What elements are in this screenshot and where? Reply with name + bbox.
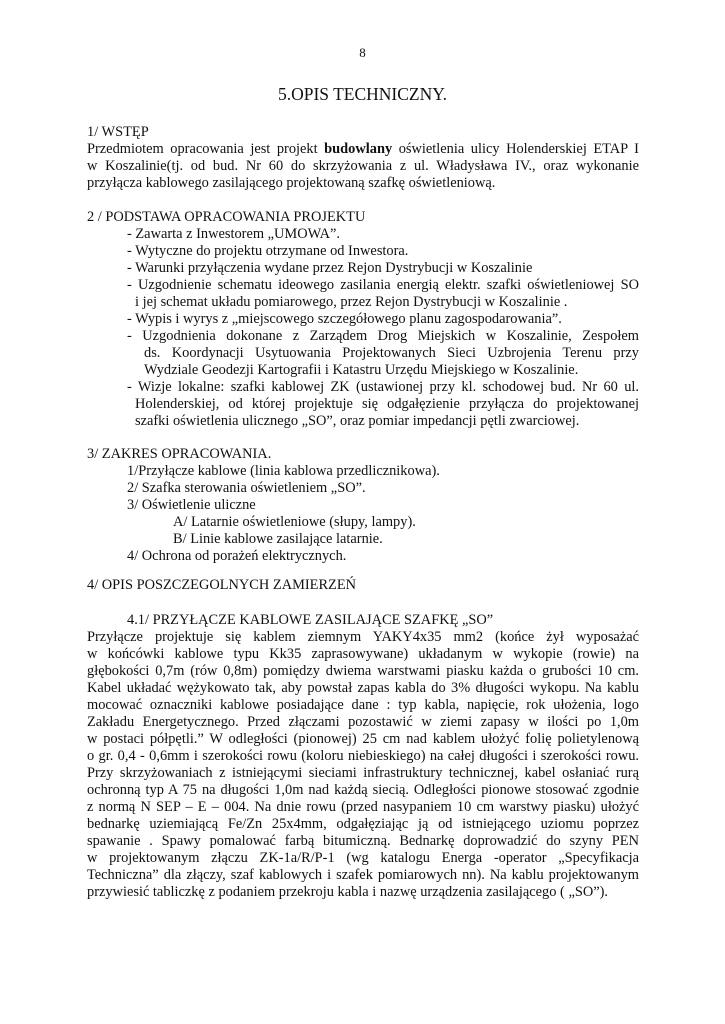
section-1-heading: 1/ WSTĘP [87,124,149,140]
section-1-line-1: Przedmiotem opracowania jest projekt budowlany oświetlenia ulicy Holenderskiej ETAP I [87,141,639,157]
section-3-heading: 3/ ZAKRES OPRACOWANIA. [87,446,272,462]
body-line: Przyłącze projektuje się kablem ziemnym YAKY4x35 mm2 (końce żył wyposażać [87,629,639,645]
body-line: w postaci półpętli.” W odległości (pionowej) 25 cm nad kablem ułożyć folię polietylenową [87,731,639,747]
section-1-line-2: w Koszalinie(tj. od bud. Nr 60 do skrzyżowania z ul. Władysława IV., oraz wykonanie [87,158,639,174]
section-2 [87,209,639,430]
body-line: głębokości 0,7m (rów 0,8m) pomiędzy dwiema warstwami piasku każda o grubości 10 cm. [87,663,639,679]
basis-item: - Warunki przyłączenia wydane przez Rejon Dystrybucji w Koszalinie [127,260,533,276]
body-line: ochronną typ A 75 na długości 1,0m nad każdą siecią. Odległości pionowe stosować zgodnie [87,782,639,798]
basis-item: - Wizje lokalne: szafki kablowej ZK (ustawionej przy kl. schodowej bud. Nr 60 ul. [127,379,639,395]
body-line: z normą N SEP – E – 004. Na dnie rowu (przed nasypaniem 10 cm warstwy piasku) ułożyć [87,799,639,815]
body-line: Kabel układać wężykowato tak, aby powstał zapas kabla do 3% długości wykopu. Na kablu [87,680,639,696]
scope-subitem: B/ Linie kablowe zasilające latarnie. [173,531,383,547]
basis-item: - Uzgodnienie schematu ideowego zasilania energią elektr. szafki oświetleniowej SO [127,277,639,293]
basis-item: - Wypis i wyrys z „miejscowego szczegółowego planu zagospodarowania”. [127,311,562,327]
page-number: 8 [359,45,366,60]
scope-item: 2/ Szafka sterowania oświetleniem „SO”. [127,480,366,496]
basis-item-cont: i jej schemat układu pomiarowego, przez Rejon Dystrybucji w Koszalinie . [135,294,568,310]
body-line: spawanie . Spawy pomalować farbą bitumiczną. Bednarkę doprowadzić do szyny PEN [87,833,639,849]
section-1 [87,124,639,192]
body-line: Przy skrzyżowaniach z istniejącymi sieciami infrastruktury technicznej, kabel osłaniać rurą [87,765,639,781]
scope-item: 1/Przyłącze kablowe (linia kablowa przedlicznikowa). [127,463,440,479]
body-line: Techniczna” dla złączy, szaf kablowych i szafek pomiarowych nn). Na kablu projektowanym [87,867,639,883]
body-line: Zakładu Energetycznego. Przed złączami pozostawić w ziemi zapasy w ilości po 1,0m [87,714,639,730]
section-1-line-3: przyłącza kablowego zasilającego projektowaną szafkę oświetleniową. [87,175,496,191]
body-line: bednarkę uziemiającą Fe/Zn 25x4mm, odgałęziając ją od istniejącego uziomu poprzez [87,816,639,832]
scope-item: 3/ Oświetlenie uliczne [127,497,256,513]
basis-item-cont: Wydziale Geodezji Kartografii i Katastru Urzędu Miejskiego w Koszalinie. [144,362,579,378]
basis-item-cont: szafki oświetlenia ulicznego „SO”, oraz pomiar impedancji pętli zwarciowej. [135,413,580,429]
scope-item: 4/ Ochrona od porażeń elektrycznych. [127,548,347,564]
page-title: 5.OPIS TECHNICZNY. [277,84,448,104]
section-3 [87,446,639,565]
basis-item: - Zawarta z Inwestorem „UMOWA”. [127,226,340,242]
basis-item-cont: Holenderskiej, od której projektuje się odgałęzienie przyłącza do projektowanej [135,396,639,412]
section-4 [87,577,639,594]
basis-item: - Wytyczne do projektu otrzymane od Inwestora. [127,243,409,259]
bold-word: budowlany [324,141,393,157]
body-line: mocować oznaczniki kablowe posiadające dane : typ kabla, napięcie, rok ułożenia, logo [87,697,639,713]
section-2-heading: 2 / PODSTAWA OPRACOWANIA PROJEKTU [87,209,366,225]
section-4-1-heading: 4.1/ PRZYŁĄCZE KABLOWE ZASILAJĄCE SZAFKĘ „SO” [127,612,494,628]
scope-subitem: A/ Latarnie oświetleniowe (słupy, lampy). [173,514,416,530]
body-line: przywiesić tabliczkę z podaniem przekroju kabla i nazwę urządzenia zasilającego ( „SO”). [87,884,608,900]
section-4-heading: 4/ OPIS POSZCZEGOLNYCH ZAMIERZEŃ [87,577,357,593]
body-line: o gr. 0,4 - 0,6mm i szerokości rowu (koloru niebieskiego) na całej długości i szerokości rowu. [87,748,639,764]
basis-item: - Uzgodnienia dokonane z Zarządem Drog Miejskich w Koszalinie, Zespołem [127,328,639,344]
section-4-1 [87,612,639,901]
basis-item-cont: ds. Koordynacji Usytuowania Projektowanych Sieci Uzbrojenia Terenu przy [144,345,639,361]
body-line: w końcówki kablowe typu Kk35 zaprasowywane) układanym w wykopie (rowie) na [87,646,639,662]
body-line: w projektowanym złączu ZK-1a/R/P-1 (wg katalogu Energa -operator „Specyfikacja [87,850,639,866]
